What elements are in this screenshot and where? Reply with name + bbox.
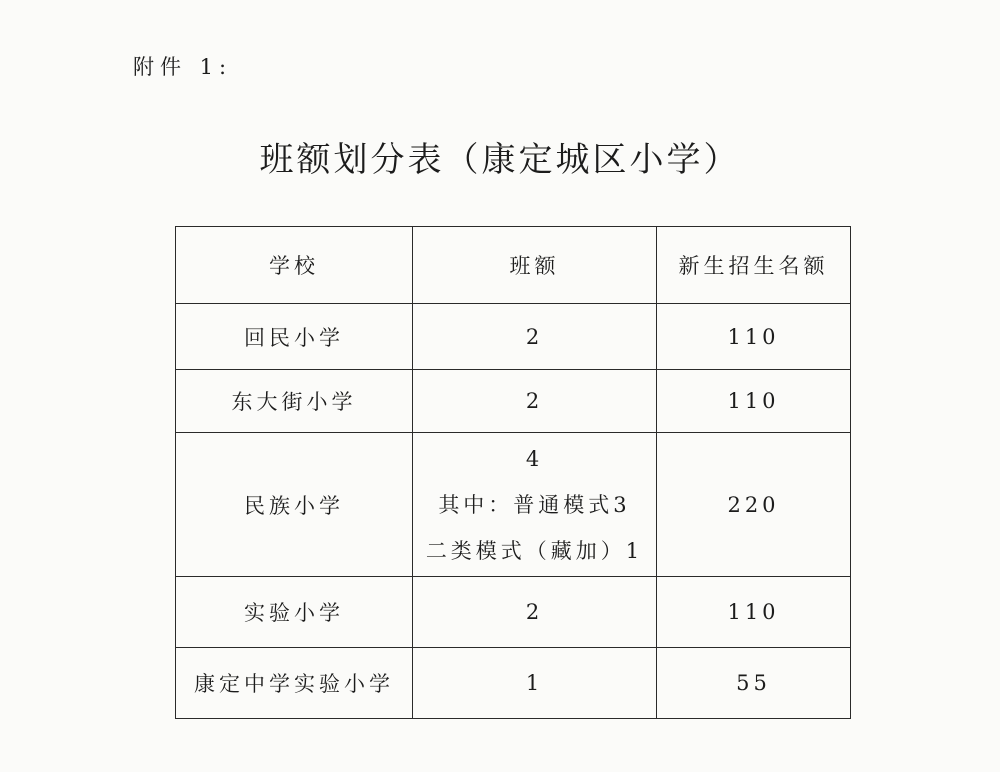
table-row (176, 370, 851, 433)
classes-cell: 2 (413, 370, 657, 433)
attachment-label: 附件 1: (133, 55, 233, 79)
school-cell: 回民小学 (176, 304, 413, 370)
classes-note-regular: 其中：普通模式3 (438, 492, 631, 517)
classes-note-type-two: 二类模式（藏加）1 (425, 538, 644, 563)
header-classes: 班额 (413, 227, 657, 304)
classes-cell: 2 (413, 577, 657, 648)
school-cell: 东大街小学 (176, 370, 413, 433)
table-row (176, 304, 851, 370)
quota-cell: 110 (657, 577, 851, 648)
class-quota-table (175, 226, 851, 719)
school-cell: 民族小学 (176, 433, 413, 577)
quota-cell: 110 (657, 370, 851, 433)
header-quota: 新生招生名额 (657, 227, 851, 304)
table-row (176, 577, 851, 648)
classes-cell: 1 (413, 648, 657, 719)
classes-total: 4 (525, 446, 544, 471)
school-cell: 康定中学实验小学 (176, 648, 413, 719)
table-row (176, 433, 851, 577)
header-school: 学校 (176, 227, 413, 304)
quota-cell: 110 (657, 304, 851, 370)
school-cell: 实验小学 (176, 577, 413, 648)
table-row (176, 648, 851, 719)
document-title: 班额划分表（康定城区小学） (259, 140, 741, 180)
quota-cell: 220 (657, 433, 851, 577)
classes-cell (413, 433, 657, 577)
quota-cell: 55 (657, 648, 851, 719)
table-header-row (176, 227, 851, 304)
classes-cell: 2 (413, 304, 657, 370)
